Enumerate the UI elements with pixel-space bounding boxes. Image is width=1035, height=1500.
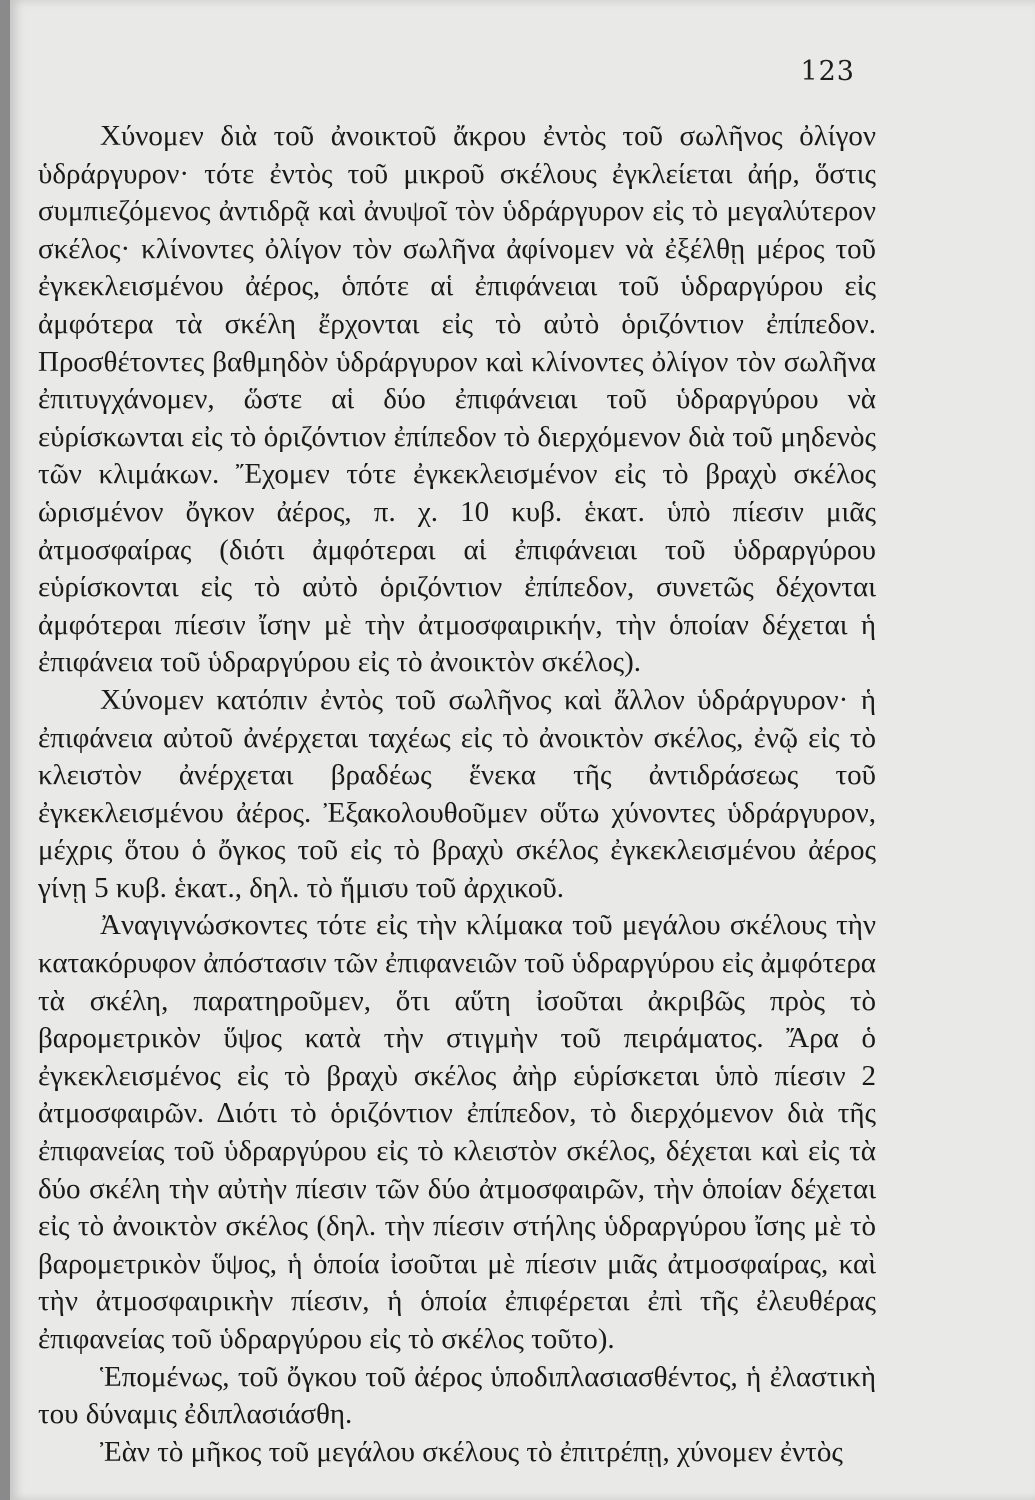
paragraph-4: Ἑπομένως, τοῦ ὄγκου τοῦ ἀέρος ὑποδιπλασιασθέντος, ἡ ἐλαστικὴ του δύναμις ἐδιπλασιάσθη. — [38, 1360, 876, 1431]
text-body — [38, 118, 876, 1471]
page-number: 123 — [800, 56, 855, 87]
paragraph-5: Ἐὰν τὸ μῆκος τοῦ μεγάλου σκέλους τὸ ἐπιτρέπῃ, χύνομεν ἐντὸς — [100, 1435, 843, 1468]
paragraph-2: Χύνομεν κατόπιν ἐντὸς τοῦ σωλῆνος καὶ ἄλλον ὑδράργυρον· ἡ ἐπιφάνεια αὐτοῦ ἀνέρχεται ταχέως εἰς τὸ ἀνοικτὸν σκέλος, ἐνῷ εἰς τὸ κλειστὸν ἀνέρχεται βραδέως ἕνεκα τῆς ἀντιδράσεως τοῦ ἐγκεκλεισμένου ἀέρος. Ἐξακολουθοῦμεν οὕτω χύνοντες ὑδράργυρον, μέχρις ὅτου ὁ ὄγκος τοῦ εἰς τὸ βραχὺ σκέλος ἐγκεκλεισμένου ἀέρος γίνῃ 5 κυβ. ἑκατ., δηλ. τὸ ἥμισυ τοῦ ἀρχικοῦ. — [38, 683, 876, 904]
book-page — [10, 0, 1035, 1500]
paragraph-3: Ἀναγιγνώσκοντες τότε εἰς τὴν κλίμακα τοῦ μεγάλου σκέλους τὴν κατακόρυφον ἀπόστασιν τῶν ἐπιφανειῶν τοῦ ὑδραργύρου εἰς ἀμφότερα τὰ σκέλη, παρατηροῦμεν, ὅτι αὕτη ἰσοῦται ἀκριβῶς πρὸς τὸ βαρομετρικὸν ὕψος κατὰ τὴν στιγμὴν τοῦ πειράματος. Ἄρα ὁ ἐγκεκλεισμένος εἰς τὸ βραχὺ σκέλος ἀὴρ εὑρίσκεται ὑπὸ πίεσιν 2 ἀτμοσφαιρῶν. Διότι τὸ ὁριζόντιον ἐπίπεδον, τὸ διερχόμενον διὰ τῆς ἐπιφανείας τοῦ ὑδραργύρου εἰς τὸ κλειστὸν σκέλος, δέχεται καὶ εἰς τὰ δύο σκέλη τὴν αὐτὴν πίεσιν τῶν δύο ἀτμοσφαιρῶν, τὴν ὁποίαν δέχεται εἰς τὸ ἀνοικτὸν σκέλος (δηλ. τὴν πίεσιν στήλης ὑδραργύρου ἴσης μὲ τὸ βαρομετρικὸν ὕψος, ἡ ὁποία ἰσοῦται μὲ πίεσιν μιᾶς ἀτμοσφαίρας, καὶ τὴν ἀτμοσφαιρικὴν πίεσιν, ἡ ὁποία ἐπιφέρεται ἐπὶ τῆς ἐλευθέρας ἐπιφανείας τοῦ ὑδραργύρου εἰς τὸ σκέλος τοῦτο). — [38, 909, 876, 1355]
paragraph-1: Χύνομεν διὰ τοῦ ἀνοικτοῦ ἄκρου ἐντὸς τοῦ σωλῆνος ὀλίγον ὑδράργυρον· τότε ἐντὸς τοῦ μικροῦ σκέλους ἐγκλείεται ἀήρ, ὅστις συμπιεζόμενος ἀντιδρᾷ καὶ ἀνυψοῖ τὸν ὑδράργυρον εἰς τὸ μεγαλύτερον σκέλος· κλίνοντες ὀλίγον τὸν σωλῆνα ἀφίνομεν νὰ ἐξέλθῃ μέρος τοῦ ἐγκεκλεισμένου ἀέρος, ὁπότε αἱ ἐπιφάνειαι τοῦ ὑδραργύρου εἰς ἀμφότερα τὰ σκέλη ἔρχονται εἰς τὸ αὐτὸ ὁριζόντιον ἐπίπεδον. Προσθέτοντες βαθμηδὸν ὑδράργυρον καὶ κλίνοντες ὀλίγον τὸν σωλῆνα ἐπιτυγχάνομεν, ὥστε αἱ δύο ἐπιφάνειαι τοῦ ὑδραργύρου νὰ εὑρίσκωνται εἰς τὸ ὁριζόντιον ἐπίπεδον τὸ διερχόμενον διὰ τοῦ μηδενὸς τῶν κλιμάκων. Ἔχομεν τότε ἐγκεκλεισμένον εἰς τὸ βραχὺ σκέλος ὡρισμένον ὄγκον ἀέρος, π. χ. 10 κυβ. ἑκατ. ὑπὸ πίεσιν μιᾶς ἀτμοσφαίρας (διότι ἀμφότεραι αἱ ἐπιφάνειαι τοῦ ὑδραργύρου εὑρίσκονται εἰς τὸ αὐτὸ ὁριζόντιον ἐπίπεδον, συνετῶς δέχονται ἀμφότεραι πίεσιν ἴσην μὲ τὴν ἀτμοσφαιρικήν, τὴν ὁποίαν δέχεται ἡ ἐπιφάνεια τοῦ ὑδραργύρου εἰς τὸ ἀνοικτὸν σκέλος). — [38, 120, 876, 679]
